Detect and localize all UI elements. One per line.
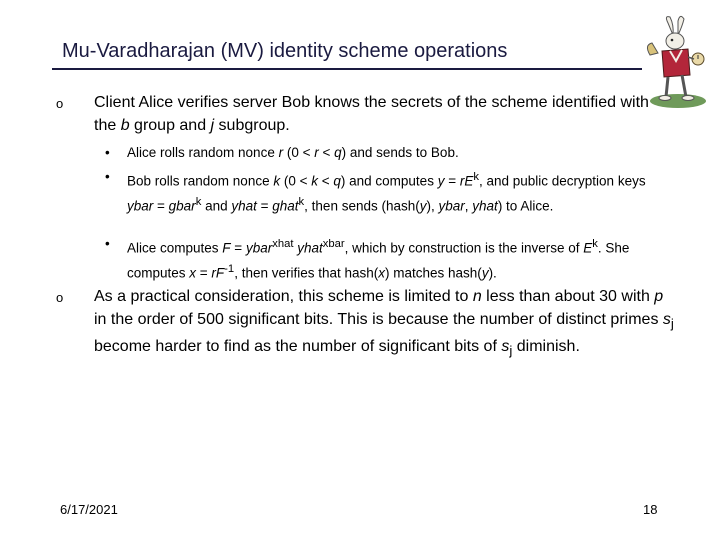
footer-date: 6/17/2021 (60, 502, 118, 517)
page-number: 18 (643, 502, 658, 517)
bullet-marker: o (56, 96, 64, 111)
bullet-text: Alice rolls random nonce r (0 < r < q) and sends to Bob. (127, 145, 459, 160)
page-title: Mu-Varadharajan (MV) identity scheme operations (62, 40, 508, 62)
bullet-marker: o (56, 290, 64, 305)
bullet-text: Client Alice verifies server Bob knows the secrets of the scheme identified with the b group and j subgroup. (94, 94, 649, 134)
bullet-text: As a practical consideration, this scheme is limited to n less than about 30 with p in the order of 500 significant bits. This is because the number of distinct primes $s_j$ become harder to find as the number of significant bits of $s_j$ diminish. (94, 288, 674, 359)
bullet-marker: • (105, 236, 110, 251)
bullet-text: Alice computes F = ybar$^{xhat}$ yhat$^{xbar}$, which by construction is the inverse of $E^k$. She computes $x = rF^{-1}$, then verifies that hash(x) matches hash(y). (127, 238, 630, 280)
title-underline (52, 68, 642, 70)
bullet-marker: • (105, 145, 110, 160)
bullet-marker: • (105, 169, 110, 184)
bullet-text: Bob rolls random nonce k (0 < k < q) and computes $y = rE^k$, and public decryption keys ybar = gbar$^k$ and yhat = ghat$^k$, then sends (hash(y), ybar, yhat) to Alice. (127, 171, 646, 213)
